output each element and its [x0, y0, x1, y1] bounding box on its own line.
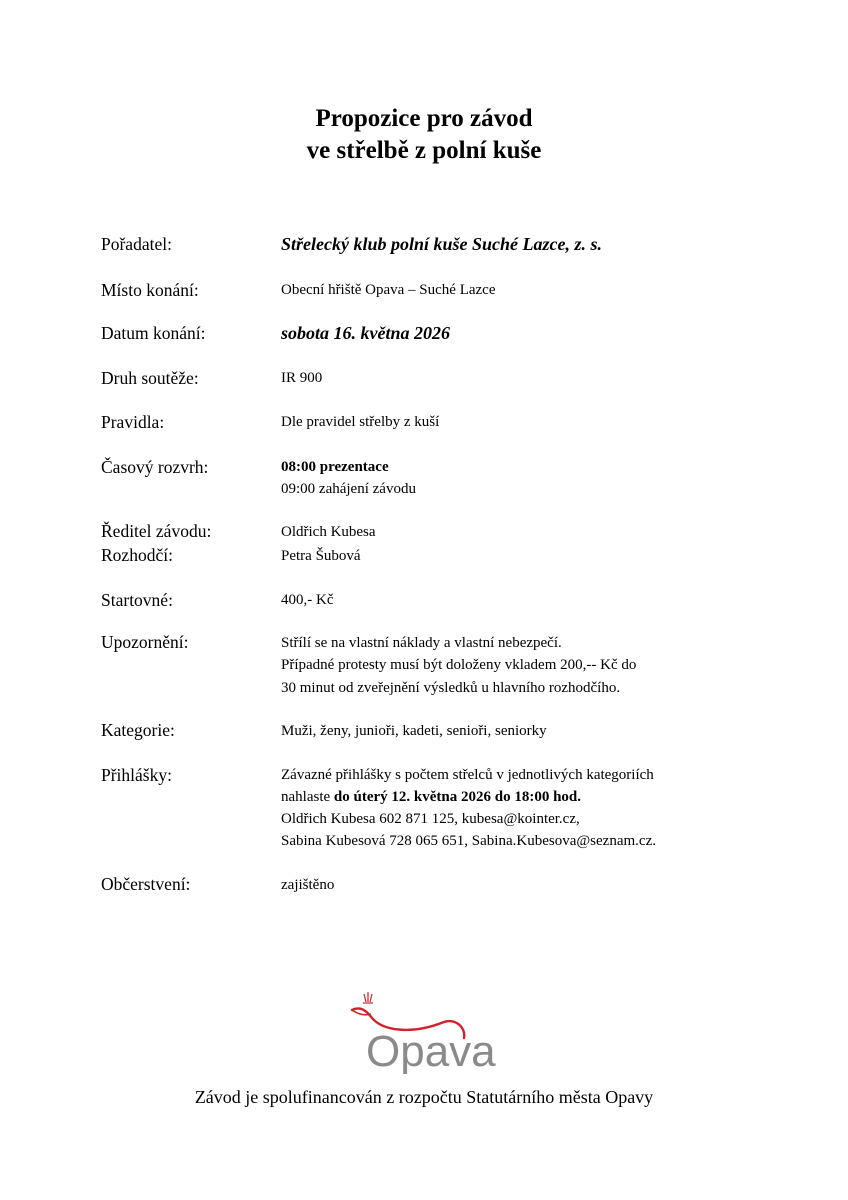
label-druh: Druh soutěže: — [101, 368, 199, 388]
label-rozhodci: Rozhodčí: — [101, 545, 173, 565]
label-startovne: Startovné: — [101, 590, 173, 610]
value-upozorneni-line-1: Střílí se na vlastní náklady a vlastní nebezpečí. — [281, 635, 562, 651]
value-upozorneni-line-2: Případné protesty musí být doloženy vkladem 200,-- Kč do — [281, 657, 637, 673]
document-title — [0, 103, 848, 167]
label-prihlasky: Přihlášky: — [101, 765, 172, 785]
crown-icon — [363, 992, 373, 1003]
label-reditel: Ředitel závodu: — [101, 521, 212, 541]
label-pravidla: Pravidla: — [101, 412, 165, 432]
value-datum: sobota 16. května 2026 — [281, 323, 450, 343]
label-upozorneni: Upozornění: — [101, 632, 189, 652]
title-line-2: ve střelbě z polní kuše — [306, 137, 542, 164]
value-rozvrh-line-2: 09:00 zahájení závodu — [281, 481, 416, 497]
value-prihlasky-line-3: Oldřich Kubesa 602 871 125, kubesa@kointer.cz, — [281, 811, 580, 827]
value-upozorneni-line-3: 30 minut od zveřejnění výsledků u hlavního rozhodčího. — [281, 680, 621, 696]
value-reditel: Oldřich Kubesa — [281, 524, 376, 540]
value-pravidla: Dle pravidel střelby z kuší — [281, 414, 440, 430]
value-misto: Obecní hřiště Opava – Suché Lazce — [281, 282, 496, 298]
value-druh: IR 900 — [281, 370, 323, 386]
label-rozvrh: Časový rozvrh: — [101, 457, 209, 477]
title-line-1: Propozice pro závod — [315, 105, 533, 132]
value-prihlasky-line-4: Sabina Kubesová 728 065 651, Sabina.Kubesova@seznam.cz. — [281, 833, 656, 849]
label-datum: Datum konání: — [101, 323, 206, 343]
value-kategorie: Muži, ženy, junioři, kadeti, senioři, seniorky — [281, 723, 547, 739]
label-obcerstveni: Občerstvení: — [101, 874, 191, 894]
prihlasky-prefix: nahlaste — [281, 789, 334, 805]
value-prihlasky-line-1: Závazné přihlášky s počtem střelců v jednotlivých kategoriích — [281, 767, 654, 783]
opava-logo — [344, 988, 514, 1074]
value-rozhodci: Petra Šubová — [281, 548, 361, 564]
label-poradatel: Pořadatel: — [101, 234, 172, 254]
value-poradatel: Střelecký klub polní kuše Suché Lazce, z. s. — [281, 234, 603, 254]
value-rozvrh-line-1: 08:00 prezentace — [281, 459, 389, 475]
label-misto: Místo konání: — [101, 280, 199, 300]
value-startovne: 400,- Kč — [281, 592, 334, 608]
value-obcerstveni: zajištěno — [281, 877, 335, 893]
prihlasky-deadline: do úterý 12. května 2026 do 18:00 hod. — [333, 789, 582, 805]
label-kategorie: Kategorie: — [101, 720, 175, 740]
value-prihlasky-line-2 — [281, 786, 581, 808]
footer-funding-note: Závod je spolufinancován z rozpočtu Statutárního města Opavy — [194, 1087, 654, 1107]
opava-logo-graphic — [344, 988, 514, 1074]
logo-wordmark: Opava — [366, 1027, 496, 1074]
